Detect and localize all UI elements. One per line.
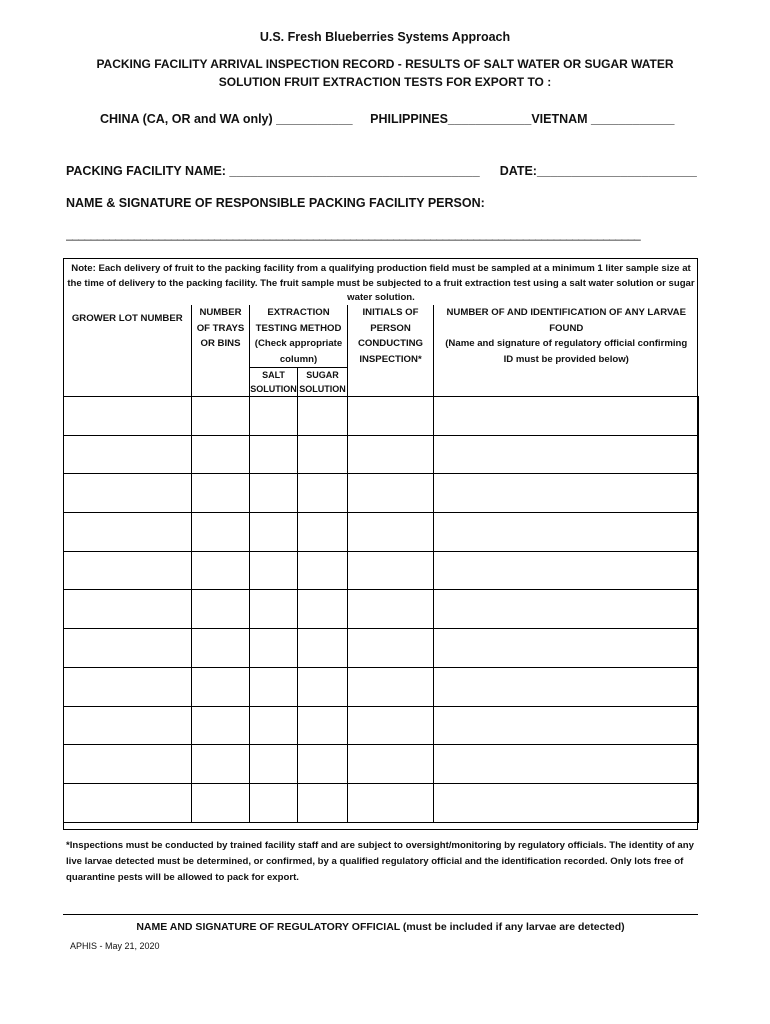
larvae-cell[interactable]: [434, 435, 699, 474]
sugar-solution-cell[interactable]: [298, 745, 348, 784]
trays-cell[interactable]: [192, 667, 250, 706]
trays-header-line: OF TRAYS: [196, 322, 245, 334]
salt-solution-cell[interactable]: [250, 706, 298, 745]
country-philippines-field[interactable]: PHILIPPINES____________: [370, 112, 532, 126]
initials-header-line: INITIALS OF: [362, 307, 419, 318]
larvae-cell[interactable]: [434, 706, 699, 745]
larvae-header-line: NUMBER OF AND IDENTIFICATION OF ANY LARVAE: [446, 307, 686, 318]
initials-cell[interactable]: [348, 435, 434, 474]
col-sugar-solution-header: [298, 368, 348, 397]
larvae-cell[interactable]: [434, 513, 699, 552]
trays-cell[interactable]: [192, 706, 250, 745]
trays-cell[interactable]: [192, 513, 250, 552]
larvae-header-line: ID must be provided below): [503, 353, 629, 365]
method-header-line: TESTING METHOD: [255, 322, 342, 334]
initials-cell[interactable]: [348, 745, 434, 784]
salt-header-line: SALT: [262, 370, 285, 380]
date-field[interactable]: DATE:_______________________: [499, 164, 697, 178]
initials-cell[interactable]: [348, 629, 434, 668]
grower-lot-cell[interactable]: [64, 513, 192, 552]
salt-solution-cell[interactable]: [250, 474, 298, 513]
grower-lot-cell[interactable]: [64, 435, 192, 474]
col-method-header: [250, 305, 348, 368]
table-row: [64, 667, 699, 706]
regulatory-official-label: NAME AND SIGNATURE OF REGULATORY OFFICIAL (must be included if any larvae are detected): [136, 921, 625, 933]
method-header-line: (Check appropriate: [254, 338, 343, 349]
trays-cell[interactable]: [192, 435, 250, 474]
grower-lot-cell[interactable]: [64, 629, 192, 668]
salt-solution-cell[interactable]: [250, 590, 298, 629]
grower-lot-header-text: GROWER LOT NUMBER: [71, 313, 183, 324]
sugar-solution-cell[interactable]: [298, 590, 348, 629]
responsible-person-label: NAME & SIGNATURE OF RESPONSIBLE PACKING FACILITY PERSON:: [66, 196, 485, 210]
sampling-note: Note: Each delivery of fruit to the packing facility from a qualifying production field must be sampled at a minimum 1 liter sample size at the time of delivery to the packing facility. The fruit sample must be subjected to a fruit extraction test using a salt water solution or sugar water solution.: [67, 263, 695, 303]
method-header-line: column): [279, 353, 318, 365]
form-id: APHIS - May 21, 2020: [70, 941, 160, 951]
trays-cell[interactable]: [192, 474, 250, 513]
initials-cell[interactable]: [348, 783, 434, 822]
initials-header-line: PERSON: [370, 322, 411, 334]
inspection-table: [63, 305, 699, 823]
salt-solution-cell[interactable]: [250, 513, 298, 552]
larvae-cell[interactable]: [434, 397, 699, 436]
larvae-cell[interactable]: [434, 667, 699, 706]
initials-cell[interactable]: [348, 551, 434, 590]
table-row: [64, 551, 699, 590]
grower-lot-cell[interactable]: [64, 590, 192, 629]
grower-lot-cell[interactable]: [64, 745, 192, 784]
sugar-header-line: SOLUTION: [299, 384, 346, 394]
trays-header-line: NUMBER: [199, 307, 242, 318]
table-row: [64, 629, 699, 668]
salt-header-line: SOLUTION: [250, 384, 297, 394]
trays-cell[interactable]: [192, 783, 250, 822]
initials-cell[interactable]: [348, 513, 434, 552]
sugar-solution-cell[interactable]: [298, 667, 348, 706]
table-row: [64, 706, 699, 745]
grower-lot-cell[interactable]: [64, 551, 192, 590]
larvae-cell[interactable]: [434, 745, 699, 784]
table-row: [64, 474, 699, 513]
salt-solution-cell[interactable]: [250, 435, 298, 474]
sugar-solution-cell[interactable]: [298, 513, 348, 552]
larvae-cell[interactable]: [434, 474, 699, 513]
initials-header-line: CONDUCTING: [357, 338, 424, 349]
table-row: [64, 397, 699, 436]
grower-lot-cell[interactable]: [64, 397, 192, 436]
trays-cell[interactable]: [192, 745, 250, 784]
responsible-person-signature-line[interactable]: _____________________________________________________________________________________________: [66, 227, 641, 241]
sugar-solution-cell[interactable]: [298, 435, 348, 474]
trays-cell[interactable]: [192, 629, 250, 668]
record-heading: PACKING FACILITY ARRIVAL INSPECTION RECORD - RESULTS OF SALT WATER OR SUGAR WATER SOLUTION FRUIT EXTRACTION TESTS FOR EXPORT TO :: [96, 57, 674, 89]
initials-header-line: INSPECTION*: [359, 353, 422, 365]
trays-cell[interactable]: [192, 551, 250, 590]
table-row: [64, 435, 699, 474]
document-title: U.S. Fresh Blueberries Systems Approach: [259, 30, 511, 44]
larvae-cell[interactable]: [434, 629, 699, 668]
sugar-solution-cell[interactable]: [298, 397, 348, 436]
table-row: [64, 590, 699, 629]
sugar-header-line: SUGAR: [306, 370, 339, 380]
trays-cell[interactable]: [192, 590, 250, 629]
table-row: [64, 745, 699, 784]
larvae-cell[interactable]: [434, 783, 699, 822]
initials-cell[interactable]: [348, 474, 434, 513]
initials-cell[interactable]: [348, 706, 434, 745]
facility-row: [66, 164, 697, 178]
grower-lot-cell[interactable]: [64, 474, 192, 513]
salt-solution-cell[interactable]: [250, 745, 298, 784]
table-row: [64, 513, 699, 552]
col-grower-lot-header: [64, 305, 192, 397]
country-vietnam-field[interactable]: VIETNAM ____________: [531, 112, 675, 126]
col-trays-header: [192, 305, 250, 397]
larvae-header-line: (Name and signature of regulatory official confirming: [445, 338, 688, 349]
salt-solution-cell[interactable]: [250, 629, 298, 668]
grower-lot-cell[interactable]: [64, 706, 192, 745]
country-china-field[interactable]: CHINA (CA, OR and WA only) ___________: [100, 112, 353, 126]
col-larvae-header: [434, 305, 699, 397]
sugar-solution-cell[interactable]: [298, 783, 348, 822]
facility-name-field[interactable]: PACKING FACILITY NAME: ____________________________________: [66, 164, 480, 178]
method-header-line: EXTRACTION: [267, 307, 330, 318]
salt-solution-cell[interactable]: [250, 397, 298, 436]
salt-solution-cell[interactable]: [250, 667, 298, 706]
table-row: [64, 783, 699, 822]
trays-header-line: OR BINS: [200, 338, 241, 349]
col-salt-solution-header: [250, 368, 298, 397]
sugar-solution-cell[interactable]: [298, 706, 348, 745]
salt-solution-cell[interactable]: [250, 783, 298, 822]
salt-solution-cell[interactable]: [250, 551, 298, 590]
larvae-cell[interactable]: [434, 590, 699, 629]
regulatory-signature-line[interactable]: [63, 914, 698, 915]
sugar-solution-cell[interactable]: [298, 551, 348, 590]
initials-cell[interactable]: [348, 667, 434, 706]
larvae-header-line: FOUND: [549, 322, 584, 334]
trays-cell[interactable]: [192, 397, 250, 436]
grower-lot-cell[interactable]: [64, 667, 192, 706]
inspection-footnote: *Inspections must be conducted by trained facility staff and are subject to oversight/monitoring by regulatory officials. The identity of any live larvae detected must be determined, or confirmed, by a qualified regulatory official and the identification recorded. Only lots free of quarantine pests will be allowed to pack for export.: [66, 840, 694, 883]
sugar-solution-cell[interactable]: [298, 474, 348, 513]
larvae-cell[interactable]: [434, 551, 699, 590]
initials-cell[interactable]: [348, 397, 434, 436]
export-countries: [100, 112, 688, 126]
col-initials-header: [348, 305, 434, 397]
initials-cell[interactable]: [348, 590, 434, 629]
grower-lot-cell[interactable]: [64, 783, 192, 822]
sugar-solution-cell[interactable]: [298, 629, 348, 668]
